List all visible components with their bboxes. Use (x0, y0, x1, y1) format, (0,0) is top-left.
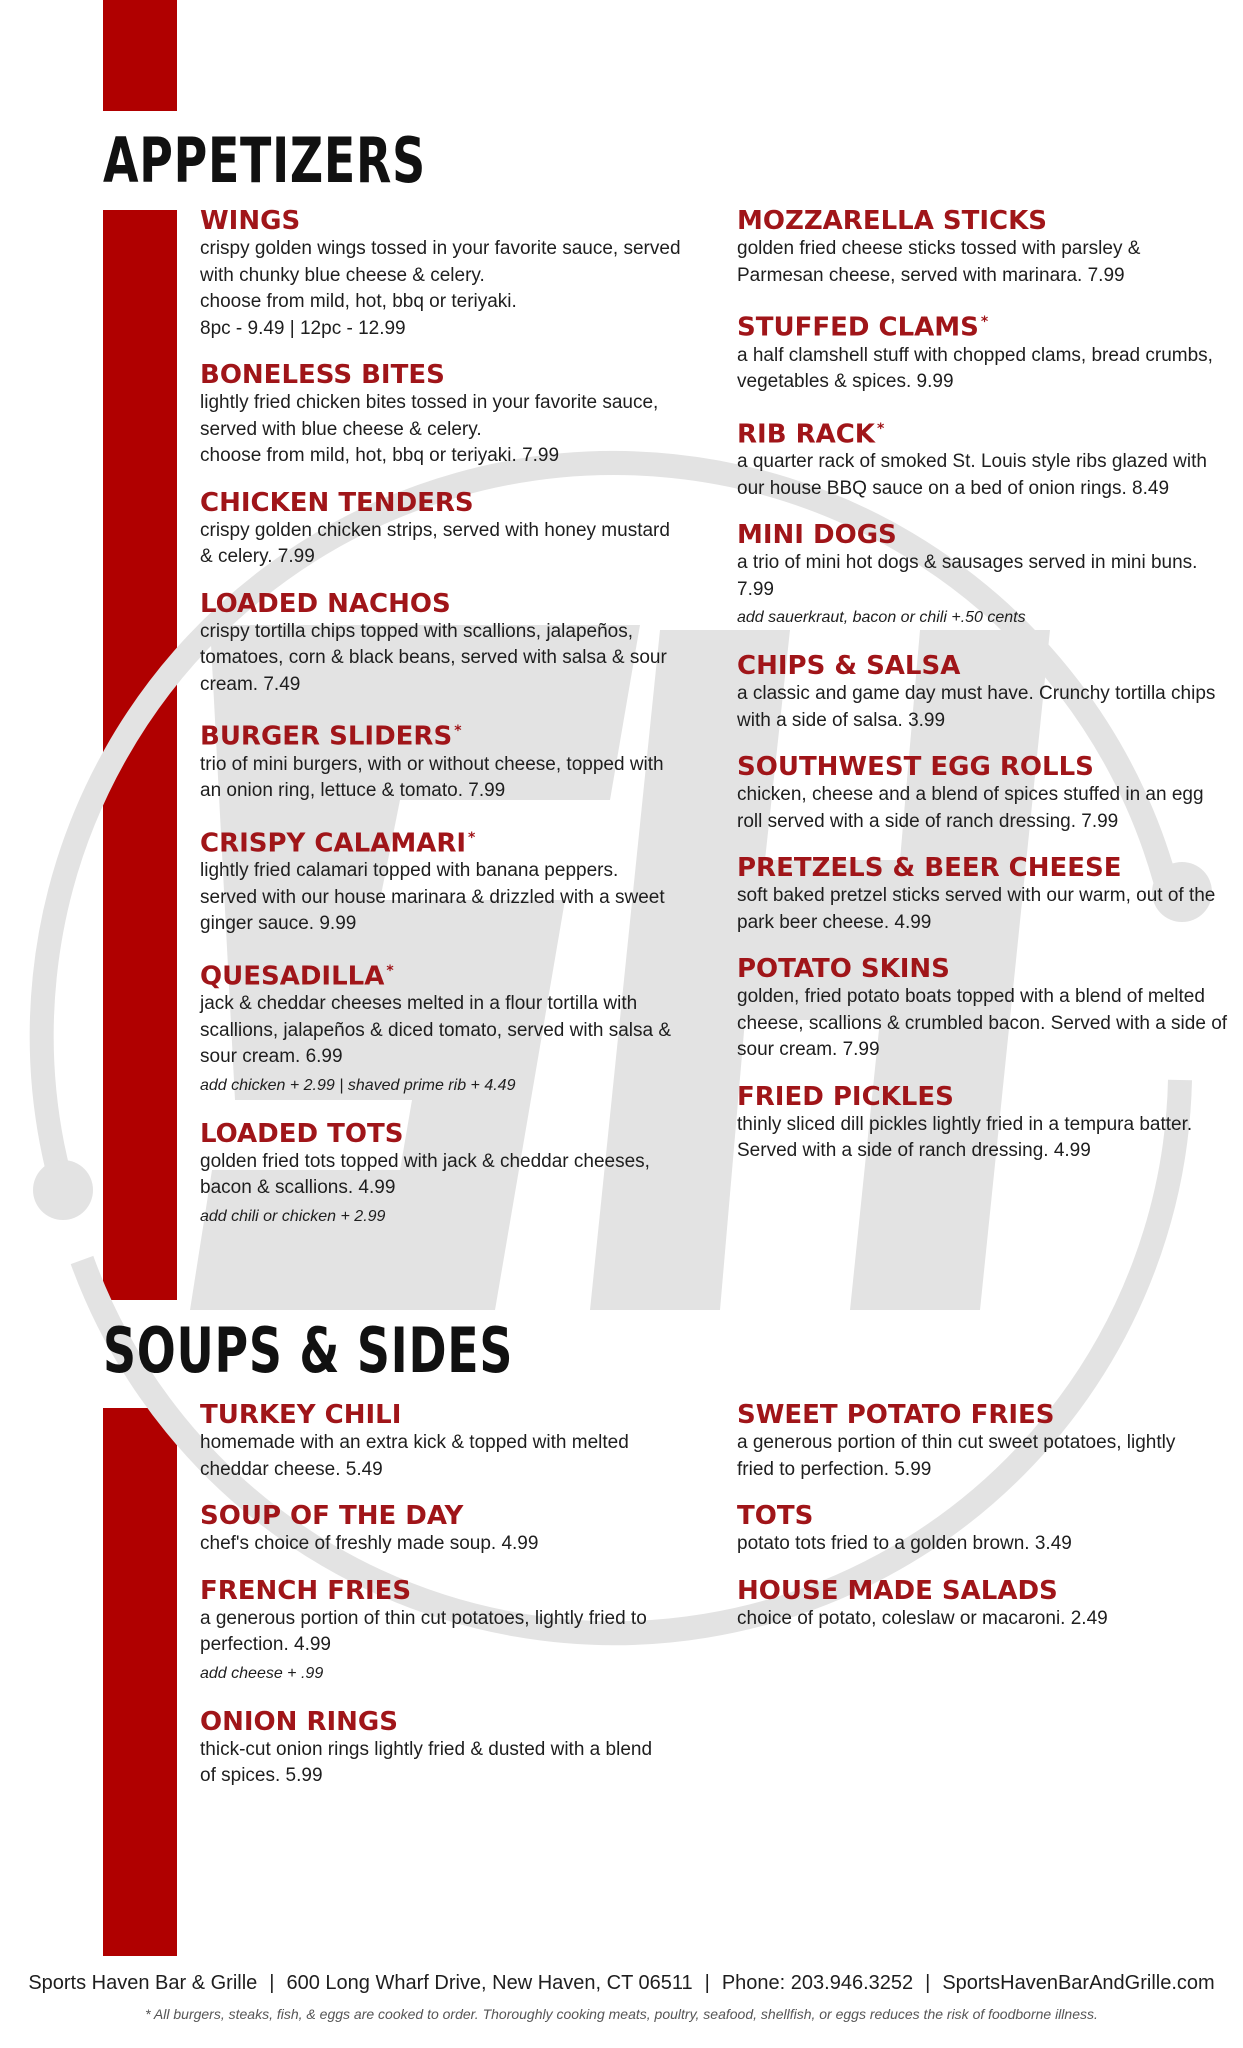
footer-separator: | (704, 1972, 710, 1994)
menu-item-title: FRENCH FRIES (200, 1575, 412, 1606)
cooked-to-order-asterisk: * (876, 420, 885, 437)
menu-item-name (200, 589, 685, 619)
menu-item-description (737, 681, 1237, 734)
menu-item-name (200, 1707, 685, 1737)
description-line: a generous portion of thin cut potatoes, lightly fried to (200, 1607, 647, 1629)
footer-address: 600 Long Wharf Drive, New Haven, CT 06511 (286, 1972, 693, 1994)
description-line: choice of potato, coleslaw or macaroni. 2.49 (737, 1607, 1108, 1629)
menu-item-title: TURKEY CHILI (200, 1400, 402, 1430)
footer-separator: | (269, 1972, 275, 1994)
description-line: Parmesan cheese, served with marinara. 7.99 (737, 264, 1125, 286)
description-line: perfection. 4.99 (200, 1634, 331, 1655)
description-line: potato tots fried to a golden brown. 3.49 (737, 1533, 1072, 1554)
description-line: roll served with a side of ranch dressing. 7.99 (737, 810, 1119, 832)
description-line: jack & cheddar cheeses melted in a flour tortilla with (200, 993, 638, 1015)
menu-item-addon-note: add cheese + .99 (200, 1664, 324, 1682)
footer-separator: | (925, 1972, 931, 1994)
menu-item-addon-note: add sauerkraut, bacon or chili +.50 cents (737, 609, 1026, 627)
description-line: trio of mini burgers, with or without cheese, topped with (200, 753, 664, 775)
description-line: cheddar cheese. 5.49 (200, 1458, 383, 1480)
menu-item-description (200, 619, 685, 699)
menu-item-name (200, 956, 685, 992)
description-line: choose from mild, hot, bbq or teriyaki. 7.99 (200, 445, 560, 466)
menu-item-title: STUFFED CLAMS (737, 312, 979, 343)
menu-item-title: LOADED NACHOS (200, 588, 451, 619)
menu-item-addon-note: add chicken + 2.99 | shaved prime rib + 4.49 (200, 1076, 516, 1094)
menu-item (737, 520, 1237, 633)
description-line: served with our house marinara & drizzled with a sweet (200, 886, 665, 908)
menu-item-name (737, 1576, 1237, 1606)
menu-item-description (737, 782, 1237, 835)
description-line: lightly fried chicken bites tossed in your favorite sauce, (200, 392, 659, 413)
menu-item (737, 1082, 1237, 1165)
description-line: lightly fried calamari topped with banana peppers. (200, 860, 619, 882)
menu-item-addon-note: add chili or chicken + 2.99 (200, 1207, 386, 1225)
description-line: cream. 7.49 (200, 673, 301, 695)
menu-item-title: POTATO SKINS (737, 954, 950, 985)
menu-item-description (200, 1149, 685, 1202)
cooked-to-order-asterisk: * (386, 962, 394, 979)
menu-item-name (737, 853, 1237, 883)
menu-item-description (737, 449, 1237, 502)
description-line: an onion ring, lettuce & tomato. 7.99 (200, 780, 506, 802)
menu-item-description (200, 236, 685, 342)
menu-item (200, 589, 685, 699)
menu-item-description (737, 883, 1237, 936)
menu-item (737, 414, 1237, 503)
description-line: with chunky blue cheese & celery. (200, 264, 485, 286)
description-line: scallions, jalapeños & diced tomato, served with salsa & (200, 1019, 672, 1041)
description-line: & celery. 7.99 (200, 546, 315, 567)
menu-item-name (737, 954, 1237, 984)
description-line: tomatoes, corn & black beans, served with salsa & sour (200, 647, 667, 668)
menu-item-description (737, 343, 1237, 396)
menu-item-title: SWEET POTATO FRIES (737, 1400, 1055, 1430)
menu-item (737, 307, 1237, 396)
footer-website-link[interactable]: SportsHavenBarAndGrille.com (942, 1972, 1215, 1994)
description-line: homemade with an extra kick & topped with melted (200, 1432, 629, 1453)
soups-sides-heading: SOUPS & SIDES (103, 1314, 514, 1387)
menu-item (200, 206, 685, 342)
menu-item-title: CRISPY CALAMARI (200, 828, 467, 859)
description-line: sour cream. 7.99 (737, 1039, 880, 1061)
description-line: chicken, cheese and a blend of spices stuffed in an egg (737, 784, 1204, 806)
menu-item-title: QUESADILLA (200, 961, 385, 992)
menu-item-title: ONION RINGS (200, 1706, 398, 1737)
menu-item-title: CHIPS & SALSA (737, 651, 961, 682)
description-line: with a side of salsa. 3.99 (737, 709, 946, 731)
menu-item-title: MOZZARELLA STICKS (737, 206, 1047, 236)
description-line: crispy golden wings tossed in your favorite sauce, served (200, 238, 681, 259)
menu-item (737, 206, 1237, 289)
menu-item-description (737, 984, 1237, 1064)
description-line: thinly sliced dill pickles lightly fried in a tempura batter. (737, 1113, 1193, 1135)
menu-item-name (200, 206, 685, 236)
menu-item-name (200, 360, 685, 390)
menu-item-name (200, 1501, 685, 1531)
menu-item-name (737, 206, 1237, 236)
description-line: served with blue cheese & celery. (200, 418, 482, 440)
menu-item (200, 823, 685, 938)
menu-item-description (200, 991, 685, 1071)
menu-item (200, 1501, 685, 1558)
menu-item-name (200, 716, 685, 752)
menu-item-description (200, 1606, 685, 1659)
menu-item-description (200, 1531, 685, 1558)
menu-item-title: WINGS (200, 206, 301, 236)
menu-item-title: FRIED PICKLES (737, 1081, 954, 1112)
menu-item (737, 651, 1237, 734)
menu-item-name (737, 520, 1237, 550)
menu-item-name (200, 823, 685, 859)
menu-item (200, 1119, 685, 1232)
menu-item (737, 1400, 1237, 1483)
menu-item-description (200, 1430, 685, 1483)
menu-item-name (200, 488, 685, 518)
soups-sides-left-column (200, 1400, 685, 1808)
menu-item (200, 1707, 685, 1790)
menu-item-description (200, 1737, 685, 1790)
menu-item-title: SOUP OF THE DAY (200, 1501, 464, 1531)
menu-item-title: RIB RACK (737, 419, 875, 450)
menu-item-name (737, 752, 1237, 782)
food-safety-disclaimer: * All burgers, steaks, fish, & eggs are cooked to order. Thoroughly cooking meats, poultry, seafood, shellfish, or eggs reduces the risk of foodborne illness. (145, 2006, 1098, 2022)
appetizers-heading: APPETIZERS (103, 124, 426, 197)
menu-item-title: CHICKEN TENDERS (200, 487, 474, 518)
appetizers-left-column (200, 206, 685, 1250)
description-line: our house BBQ sauce on a bed of onion rings. 8.49 (737, 477, 1170, 499)
menu-item (200, 1576, 685, 1689)
menu-item-name (737, 1400, 1237, 1430)
description-line: park beer cheese. 4.99 (737, 911, 932, 933)
description-line: crispy tortilla chips topped with scallions, jalapeños, (200, 620, 633, 642)
menu-item-name (200, 1400, 685, 1430)
description-line: Served with a side of ranch dressing. 4.99 (737, 1140, 1091, 1162)
description-line: thick-cut onion rings lightly fried & dusted with a blend (200, 1738, 653, 1760)
description-line: a half clamshell stuff with chopped clams, bread crumbs, (737, 344, 1213, 366)
description-line: a classic and game day must have. Crunchy tortilla chips (737, 683, 1216, 705)
cooked-to-order-asterisk: * (454, 723, 462, 739)
description-line: sour cream. 6.99 (200, 1046, 343, 1068)
menu-item-description (200, 752, 685, 805)
menu-item-description (200, 390, 685, 470)
menu-item-title: SOUTHWEST EGG ROLLS (737, 752, 1094, 783)
description-line: cheese, scallions & crumbled bacon. Served with a side of (737, 1012, 1228, 1034)
menu-item-description (737, 1430, 1237, 1483)
description-line: crispy golden chicken strips, served with honey mustard (200, 519, 670, 541)
description-line: a trio of mini hot dogs & sausages served in mini buns. (737, 552, 1198, 574)
description-line: chef's choice of freshly made soup. 4.99 (200, 1533, 539, 1554)
menu-item-description (737, 1112, 1237, 1165)
menu-item (737, 752, 1237, 835)
cooked-to-order-asterisk: * (468, 829, 476, 846)
menu-item-title: MINI DOGS (737, 520, 897, 551)
description-line: ginger sauce. 9.99 (200, 913, 357, 935)
menu-item-title: PRETZELS & BEER CHEESE (737, 853, 1122, 884)
menu-item-description (737, 550, 1237, 603)
menu-item-title: TOTS (737, 1501, 814, 1531)
menu-item (737, 1576, 1237, 1633)
menu-item (200, 716, 685, 805)
menu-item-name (737, 1082, 1237, 1112)
menu-item-title: BURGER SLIDERS (200, 721, 453, 752)
menu-item-title: HOUSE MADE SALADS (737, 1575, 1058, 1606)
menu-item-title: BONELESS BITES (200, 360, 445, 390)
menu-item-description (737, 236, 1237, 289)
menu-item-name (737, 414, 1237, 450)
menu-item (200, 956, 685, 1101)
description-line: vegetables & spices. 9.99 (737, 371, 954, 393)
menu-item-name (200, 1576, 685, 1606)
description-line: golden fried tots topped with jack & cheddar cheeses, (200, 1150, 650, 1172)
description-line: soft baked pretzel sticks served with our warm, out of the (737, 885, 1216, 907)
description-line: golden fried cheese sticks tossed with parsley & (737, 238, 1141, 259)
description-line: fried to perfection. 5.99 (737, 1458, 932, 1480)
cooked-to-order-asterisk: * (980, 314, 989, 330)
soups-sides-right-column (737, 1400, 1237, 1650)
description-line: bacon & scallions. 4.99 (200, 1177, 396, 1199)
footer-restaurant-name: Sports Haven Bar & Grille (28, 1972, 258, 1994)
menu-item-description (200, 518, 685, 571)
description-line: of spices. 5.99 (200, 1765, 323, 1786)
menu-item-description (737, 1606, 1237, 1633)
menu-item (737, 1501, 1237, 1558)
description-line: 7.99 (737, 578, 774, 600)
menu-item-name (200, 1119, 685, 1149)
menu-item (200, 1400, 685, 1483)
footer-phone[interactable]: Phone: 203.946.3252 (721, 1972, 914, 1994)
description-line: choose from mild, hot, bbq or teriyaki. (200, 291, 517, 312)
menu-item-description (200, 858, 685, 938)
menu-item (737, 954, 1237, 1064)
description-line: golden, fried potato boats topped with a blend of melted (737, 986, 1205, 1008)
menu-item (737, 853, 1237, 936)
menu-item-name (737, 307, 1237, 343)
menu-item (200, 360, 685, 470)
footer-contact (0, 1972, 1243, 1995)
menu-item-name (737, 1501, 1237, 1531)
menu-item-name (737, 651, 1237, 681)
description-line: 8pc - 9.49 | 12pc - 12.99 (200, 317, 406, 339)
menu-item (200, 488, 685, 571)
appetizers-right-column (737, 206, 1237, 1183)
menu-item-description (737, 1531, 1237, 1558)
description-line: a quarter rack of smoked St. Louis style ribs glazed with (737, 451, 1207, 473)
description-line: a generous portion of thin cut sweet potatoes, lightly (737, 1432, 1176, 1453)
menu-item-title: LOADED TOTS (200, 1118, 404, 1149)
